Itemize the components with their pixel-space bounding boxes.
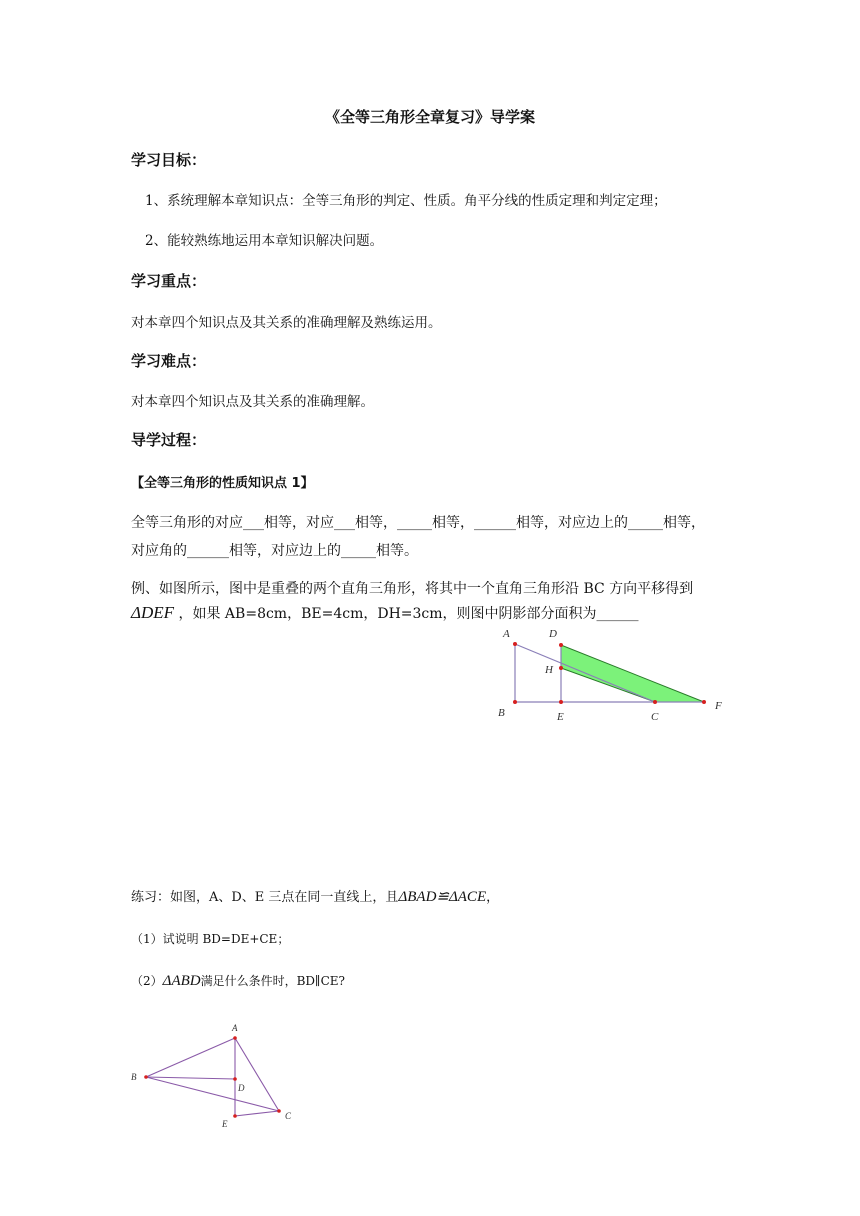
label-d: D	[238, 1083, 245, 1093]
point-e	[559, 700, 563, 704]
practice-prefix: 练习：如图，A、D、E 三点在同一直线上，且	[131, 890, 399, 905]
practice-statement	[131, 886, 499, 906]
label-f: F	[715, 700, 722, 712]
question-2	[131, 972, 345, 990]
label-e: E	[222, 1119, 228, 1129]
point-a	[233, 1036, 237, 1040]
section-title: 【全等三角形的性质知识点 1】	[131, 476, 314, 491]
key-points-heading: 学习重点：	[131, 272, 207, 290]
congruence-math: ΔBAD≌ΔACE	[398, 889, 487, 905]
point-c	[653, 700, 657, 704]
process-heading: 导学过程：	[131, 431, 207, 449]
label-c: C	[651, 711, 659, 723]
label-a: A	[503, 628, 510, 640]
label-h: H	[545, 664, 553, 676]
congruence-figure	[125, 1018, 300, 1133]
shaded-region	[561, 645, 704, 702]
point-d	[233, 1077, 237, 1081]
key-points-text: 对本章四个知识点及其关系的准确理解及熟练运用。	[131, 315, 442, 331]
point-a	[513, 642, 517, 646]
question-2-prefix: （2）	[131, 974, 163, 988]
translation-figure	[490, 622, 740, 732]
label-d: D	[549, 628, 557, 640]
segment-ab	[146, 1038, 235, 1077]
example-line-2	[131, 603, 639, 623]
fill-blank-line-2: 对应角的______相等，对应边上的_____相等。	[131, 543, 418, 559]
example-question-text: ，如果 AB=8cm，BE=4cm，DH=3cm，则图中阴影部分面积为______	[178, 606, 639, 622]
question-2-suffix: 满足什么条件时，BD∥CE?	[200, 974, 345, 988]
fill-blank-line-1: 全等三角形的对应___相等，对应___相等，_____相等，______相等，对应边上的_____相等，	[131, 515, 705, 531]
segment-ec	[235, 1111, 279, 1116]
point-b	[513, 700, 517, 704]
segment-ac	[235, 1038, 279, 1111]
triangle-def-math: ΔDEF	[131, 603, 175, 622]
point-d	[559, 643, 563, 647]
point-e	[233, 1114, 237, 1118]
example-line-1: 例、如图所示，图中是重叠的两个直角三角形，将其中一个直角三角形沿 BC 方向平移得到	[131, 581, 694, 597]
question-1: （1）试说明 BD=DE+CE；	[131, 932, 290, 946]
page-title: 《全等三角形全章复习》导学案	[324, 108, 535, 126]
point-f	[702, 700, 706, 704]
label-a: A	[232, 1023, 238, 1033]
goals-heading: 学习目标：	[131, 151, 207, 169]
difficulty-text: 对本章四个知识点及其关系的准确理解。	[131, 394, 374, 410]
difficulty-heading: 学习难点：	[131, 352, 207, 370]
segment-ac	[515, 644, 655, 702]
goal-item-1: 1、系统理解本章知识点：全等三角形的判定、性质。角平分线的性质定理和判定定理；	[145, 193, 667, 209]
label-b: B	[498, 707, 505, 719]
triangle-abd-math: ΔABD	[162, 973, 201, 989]
point-b	[144, 1075, 148, 1079]
segment-bc	[146, 1077, 279, 1111]
practice-suffix: ，	[486, 890, 500, 905]
point-c	[277, 1109, 281, 1113]
point-h	[559, 666, 563, 670]
segment-bd	[146, 1077, 235, 1079]
label-c: C	[285, 1111, 292, 1121]
label-e: E	[557, 711, 564, 723]
label-b: B	[131, 1072, 137, 1082]
goal-item-2: 2、能较熟练地运用本章知识解决问题。	[145, 233, 384, 249]
